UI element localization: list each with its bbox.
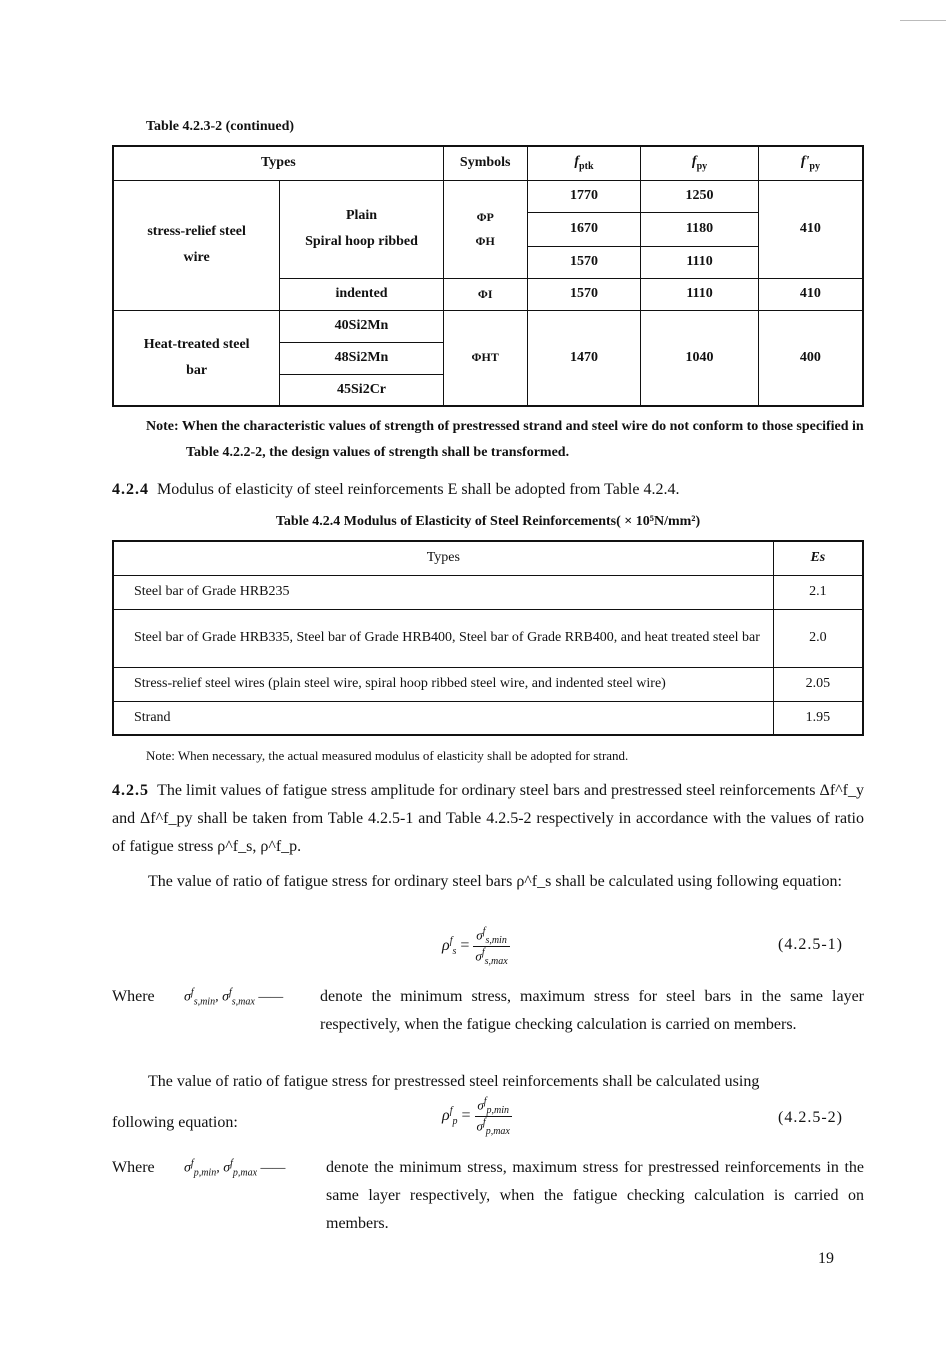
cell-e: 2.0 [773,609,863,667]
equation-number: (4.2.5-2) [778,1109,843,1126]
section-4-2-5-p3b: following equation: [112,1114,238,1131]
cell-e: 2.05 [773,667,863,701]
cell-symbol: ΦHT [443,310,527,406]
header-fpy: $f_{py}$ [641,146,759,180]
cell-bar-type: 48Si2Mn [280,342,444,374]
cell-type: Stress-relief steel wires (plain steel wire, spiral hoop ribbed steel wire, and indented steel wire) [113,667,773,701]
table-row [113,609,863,667]
cell-fpy: 1110 [641,246,759,278]
header-symbols: Symbols [443,146,527,180]
table-row [113,667,863,701]
table1-header-row [113,146,863,180]
cell-type: Steel bar of Grade HRB235 [113,575,773,609]
cell-fptk: 1570 [527,278,641,310]
where-label: Where [112,988,155,1005]
table2-caption: Table 4.2.4 Modulus of Elasticity of Steel Reinforcements( × 10⁵N/mm²) [275,514,701,529]
cell-fpy-prime: 410 [758,180,863,278]
cell-fpy: 1250 [641,180,759,212]
table-row [113,180,863,212]
section-text: Modulus of elasticity of steel reinforcements E shall be adopted from Table 4.2.4. [157,481,680,498]
page-number: 19 [818,1250,834,1267]
table-row [113,701,863,735]
where-label: Where [112,1159,155,1176]
cell-e: 2.1 [773,575,863,609]
cell-indented: indented [280,278,444,310]
cell-fpy-prime: 410 [758,278,863,310]
equation-number: (4.2.5-1) [778,936,843,953]
table1-note: Note: When the characteristic values of strength of prestressed strand and steel wire do not conform to those specified in Table 4.2.2-2, the design values of strength shall be transformed. [146,419,864,460]
section-4-2-5-p1 [112,777,864,861]
section-number: 4.2.5 [112,782,149,799]
header-types: Types [113,146,443,180]
where1-description: denote the minimum stress, maximum stress for steel bars in the same layer respectively, when the fatigue checking calculation is carried on members. [320,988,864,1033]
wire-symbols: ΦP ΦH [443,180,527,278]
section-4-2-4 [112,477,864,503]
section-4-2-5-p2: The value of ratio of fatigue stress for ordinary steel bars ρ^f_s shall be calculated using following equation: [148,873,842,890]
cell-fpy: 1040 [641,310,759,406]
group-heat-treated-bar: Heat-treated steel bar [113,310,280,406]
cell-fptk: 1670 [527,212,641,246]
cell-fptk: 1770 [527,180,641,212]
paragraph-text: The limit values of fatigue stress amplitude for ordinary steel bars and prestressed steel reinforcements Δf^f_y and Δf^f_py shall be taken from Table 4.2.5-1 and Table 4.2.5-2 respectively in accordance with the values of ratio of fatigue stress ρ^f_s, ρ^f_p. [112,782,865,855]
cell-fpy: 1180 [641,212,759,246]
wire-subtypes: Plain Spiral hoop ribbed [280,180,444,278]
group-stress-relief-wire: stress-relief steel wire [113,180,280,310]
cell-type: Strand [113,701,773,735]
header-fptk: $f_{ptk}$ [527,146,641,180]
cell-type: Steel bar of Grade HRB335, Steel bar of Grade HRB400, Steel bar of Grade RRB400, and heat treated steel bar [113,609,773,667]
where2-symbols: $\sigma^f_{p,min}$, $\sigma^f_{p,max}$ —— [184,1158,286,1179]
cell-fptk: 1570 [527,246,641,278]
header-types: Types [113,541,773,575]
where2-description: denote the minimum stress, maximum stress for prestressed reinforcements in the same layer respectively, when the fatigue checking calculation is carried on members. [326,1159,864,1232]
strength-table [112,145,864,407]
cell-bar-type: 40Si2Mn [280,310,444,342]
elasticity-table [112,540,864,736]
where1-symbols: $\sigma^f_{s,min}$, $\sigma^f_{s,max}$ —— [184,987,284,1008]
table-row [113,575,863,609]
table2-note: Note: When necessary, the actual measured modulus of elasticity shall be adopted for strand. [146,748,629,763]
table1-caption: Table 4.2.3-2 (continued) [146,119,295,134]
cell-e: 1.95 [773,701,863,735]
equation-4-2-5-2: $\rho^f_p$ = $\frac{\sigma^f_{p,min}}{\sigma^f_{p,max}}$ [442,1096,510,1137]
header-es: Es [773,541,863,575]
header-fpy-prime: $f'_{py}$ [758,146,863,180]
cell-fpy-prime: 400 [758,310,863,406]
table-row [113,310,863,342]
equation-4-2-5-1: $\rho^f_s$ = $\frac{\sigma^f_{s,min}}{\sigma^f_{s,max}}$ [442,926,508,967]
cell-bar-type: 45Si2Cr [280,374,444,406]
cell-fptk: 1470 [527,310,641,406]
header-rule [900,20,946,21]
cell-symbol: ΦI [443,278,527,310]
section-4-2-5-p3: The value of ratio of fatigue stress for prestressed steel reinforcements shall be calculated using [148,1073,760,1090]
section-number: 4.2.4 [112,481,149,498]
table2-header-row [113,541,863,575]
cell-fpy: 1110 [641,278,759,310]
